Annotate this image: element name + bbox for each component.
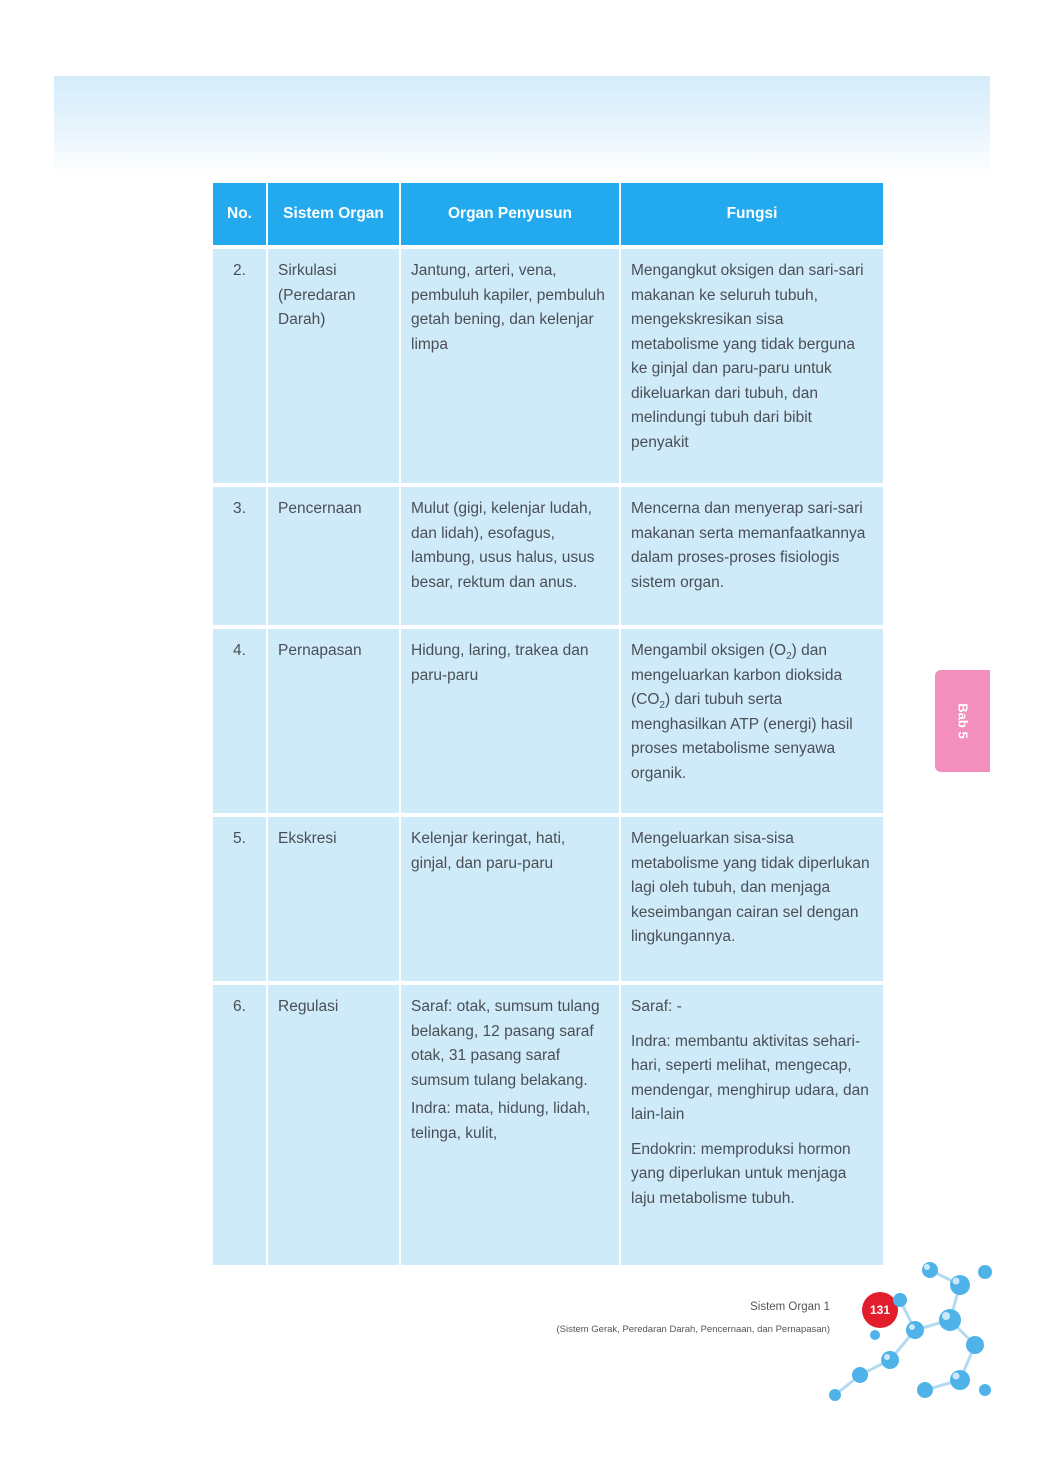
table-row <box>213 485 883 627</box>
organ-text: Indra: mata, hidung, lidah, telinga, kulit, <box>411 1100 591 1142</box>
fungsi-text: Saraf: - <box>631 998 682 1015</box>
fungsi-text: Mengeluarkan sisa-sisa metabolisme yang tidak diperlukan lagi oleh tubuh, dan menjaga keseimbangan cairan sel dengan lingkungannya. <box>631 830 870 945</box>
fungsi-text: Indra: membantu aktivitas sehari-hari, seperti melihat, mengecap, mendengar, menghirup udara, dan lain-lain <box>631 1032 869 1123</box>
chapter-tab-label: Bab 5 <box>955 703 970 739</box>
row-no: 3. <box>213 485 267 627</box>
footer-title: Sistem Organ 1 <box>750 1301 830 1313</box>
row-sistem: Pernapasan <box>267 627 400 815</box>
row-organ <box>400 983 620 1265</box>
row-sistem: Ekskresi <box>267 815 400 983</box>
header-fungsi: Fungsi <box>620 183 883 247</box>
footer-subtitle: (Sistem Gerak, Peredaran Darah, Pencernaan, dan Pernapasan) <box>556 1324 830 1335</box>
header-no: No. <box>213 183 267 247</box>
subscript: 2 <box>786 651 792 663</box>
row-organ <box>400 627 620 815</box>
header-organ-penyusun: Organ Penyusun <box>400 183 620 247</box>
row-sistem: Sirkulasi (Peredaran Darah) <box>267 247 400 485</box>
molecule-decoration-icon <box>800 1250 1000 1410</box>
organ-text: Jantung, arteri, vena, pembuluh kapiler, pembuluh getah bening, dan kelenjar limpa <box>411 262 605 353</box>
row-fungsi <box>620 983 883 1265</box>
organ-text: Kelenjar keringat, hati, ginjal, dan paru-paru <box>411 830 566 872</box>
row-sistem: Regulasi <box>267 983 400 1265</box>
fungsi-part: ) dari tubuh serta menghasilkan ATP (energi) hasil proses metabolisme senyawa organik. <box>631 691 853 782</box>
row-sistem: Pencernaan <box>267 485 400 627</box>
subscript: 2 <box>659 700 665 712</box>
fungsi-text: Endokrin: memproduksi hormon yang diperlukan untuk menjaga laju metabolisme tubuh. <box>631 1140 851 1207</box>
page-number-badge: 131 <box>862 1292 898 1328</box>
row-organ <box>400 485 620 627</box>
row-no: 4. <box>213 627 267 815</box>
fungsi-part: ) dan mengeluarkan karbon dioksida (CO <box>631 642 843 708</box>
fungsi-text <box>631 639 873 786</box>
table-row <box>213 815 883 983</box>
row-fungsi <box>620 485 883 627</box>
table-row <box>213 247 883 485</box>
top-banner <box>54 76 990 176</box>
organ-text: Hidung, laring, trakea dan paru-paru <box>411 642 589 684</box>
row-no: 2. <box>213 247 267 485</box>
row-fungsi <box>620 247 883 485</box>
organ-system-table <box>213 183 883 1265</box>
chapter-tab[interactable] <box>935 670 990 772</box>
table-row <box>213 983 883 1265</box>
row-no: 5. <box>213 815 267 983</box>
organ-text: Saraf: otak, sumsum tulang belakang, 12 pasang saraf otak, 31 pasang saraf sumsum tulang belakang. <box>411 998 600 1089</box>
row-fungsi <box>620 627 883 815</box>
header-sistem-organ: Sistem Organ <box>267 183 400 247</box>
row-no: 6. <box>213 983 267 1265</box>
table-row <box>213 627 883 815</box>
row-organ <box>400 815 620 983</box>
row-organ <box>400 247 620 485</box>
fungsi-part: Mengambil oksigen (O <box>631 642 787 659</box>
fungsi-text: Mencerna dan menyerap sari-sari makanan serta memanfaatkannya dalam proses-proses fisiologis sistem organ. <box>631 500 866 591</box>
row-fungsi <box>620 815 883 983</box>
organ-text: Mulut (gigi, kelenjar ludah, dan lidah), esofagus, lambung, usus halus, usus besar, rektum dan anus. <box>411 500 595 591</box>
fungsi-text: Mengangkut oksigen dan sari-sari makanan ke seluruh tubuh, mengekskresikan sisa metabolisme yang tidak berguna ke ginjal dan paru-paru untuk dikeluarkan dari tubuh, dan melindungi tubuh dari bibit penyakit <box>631 262 864 451</box>
table-header-row <box>213 183 883 247</box>
